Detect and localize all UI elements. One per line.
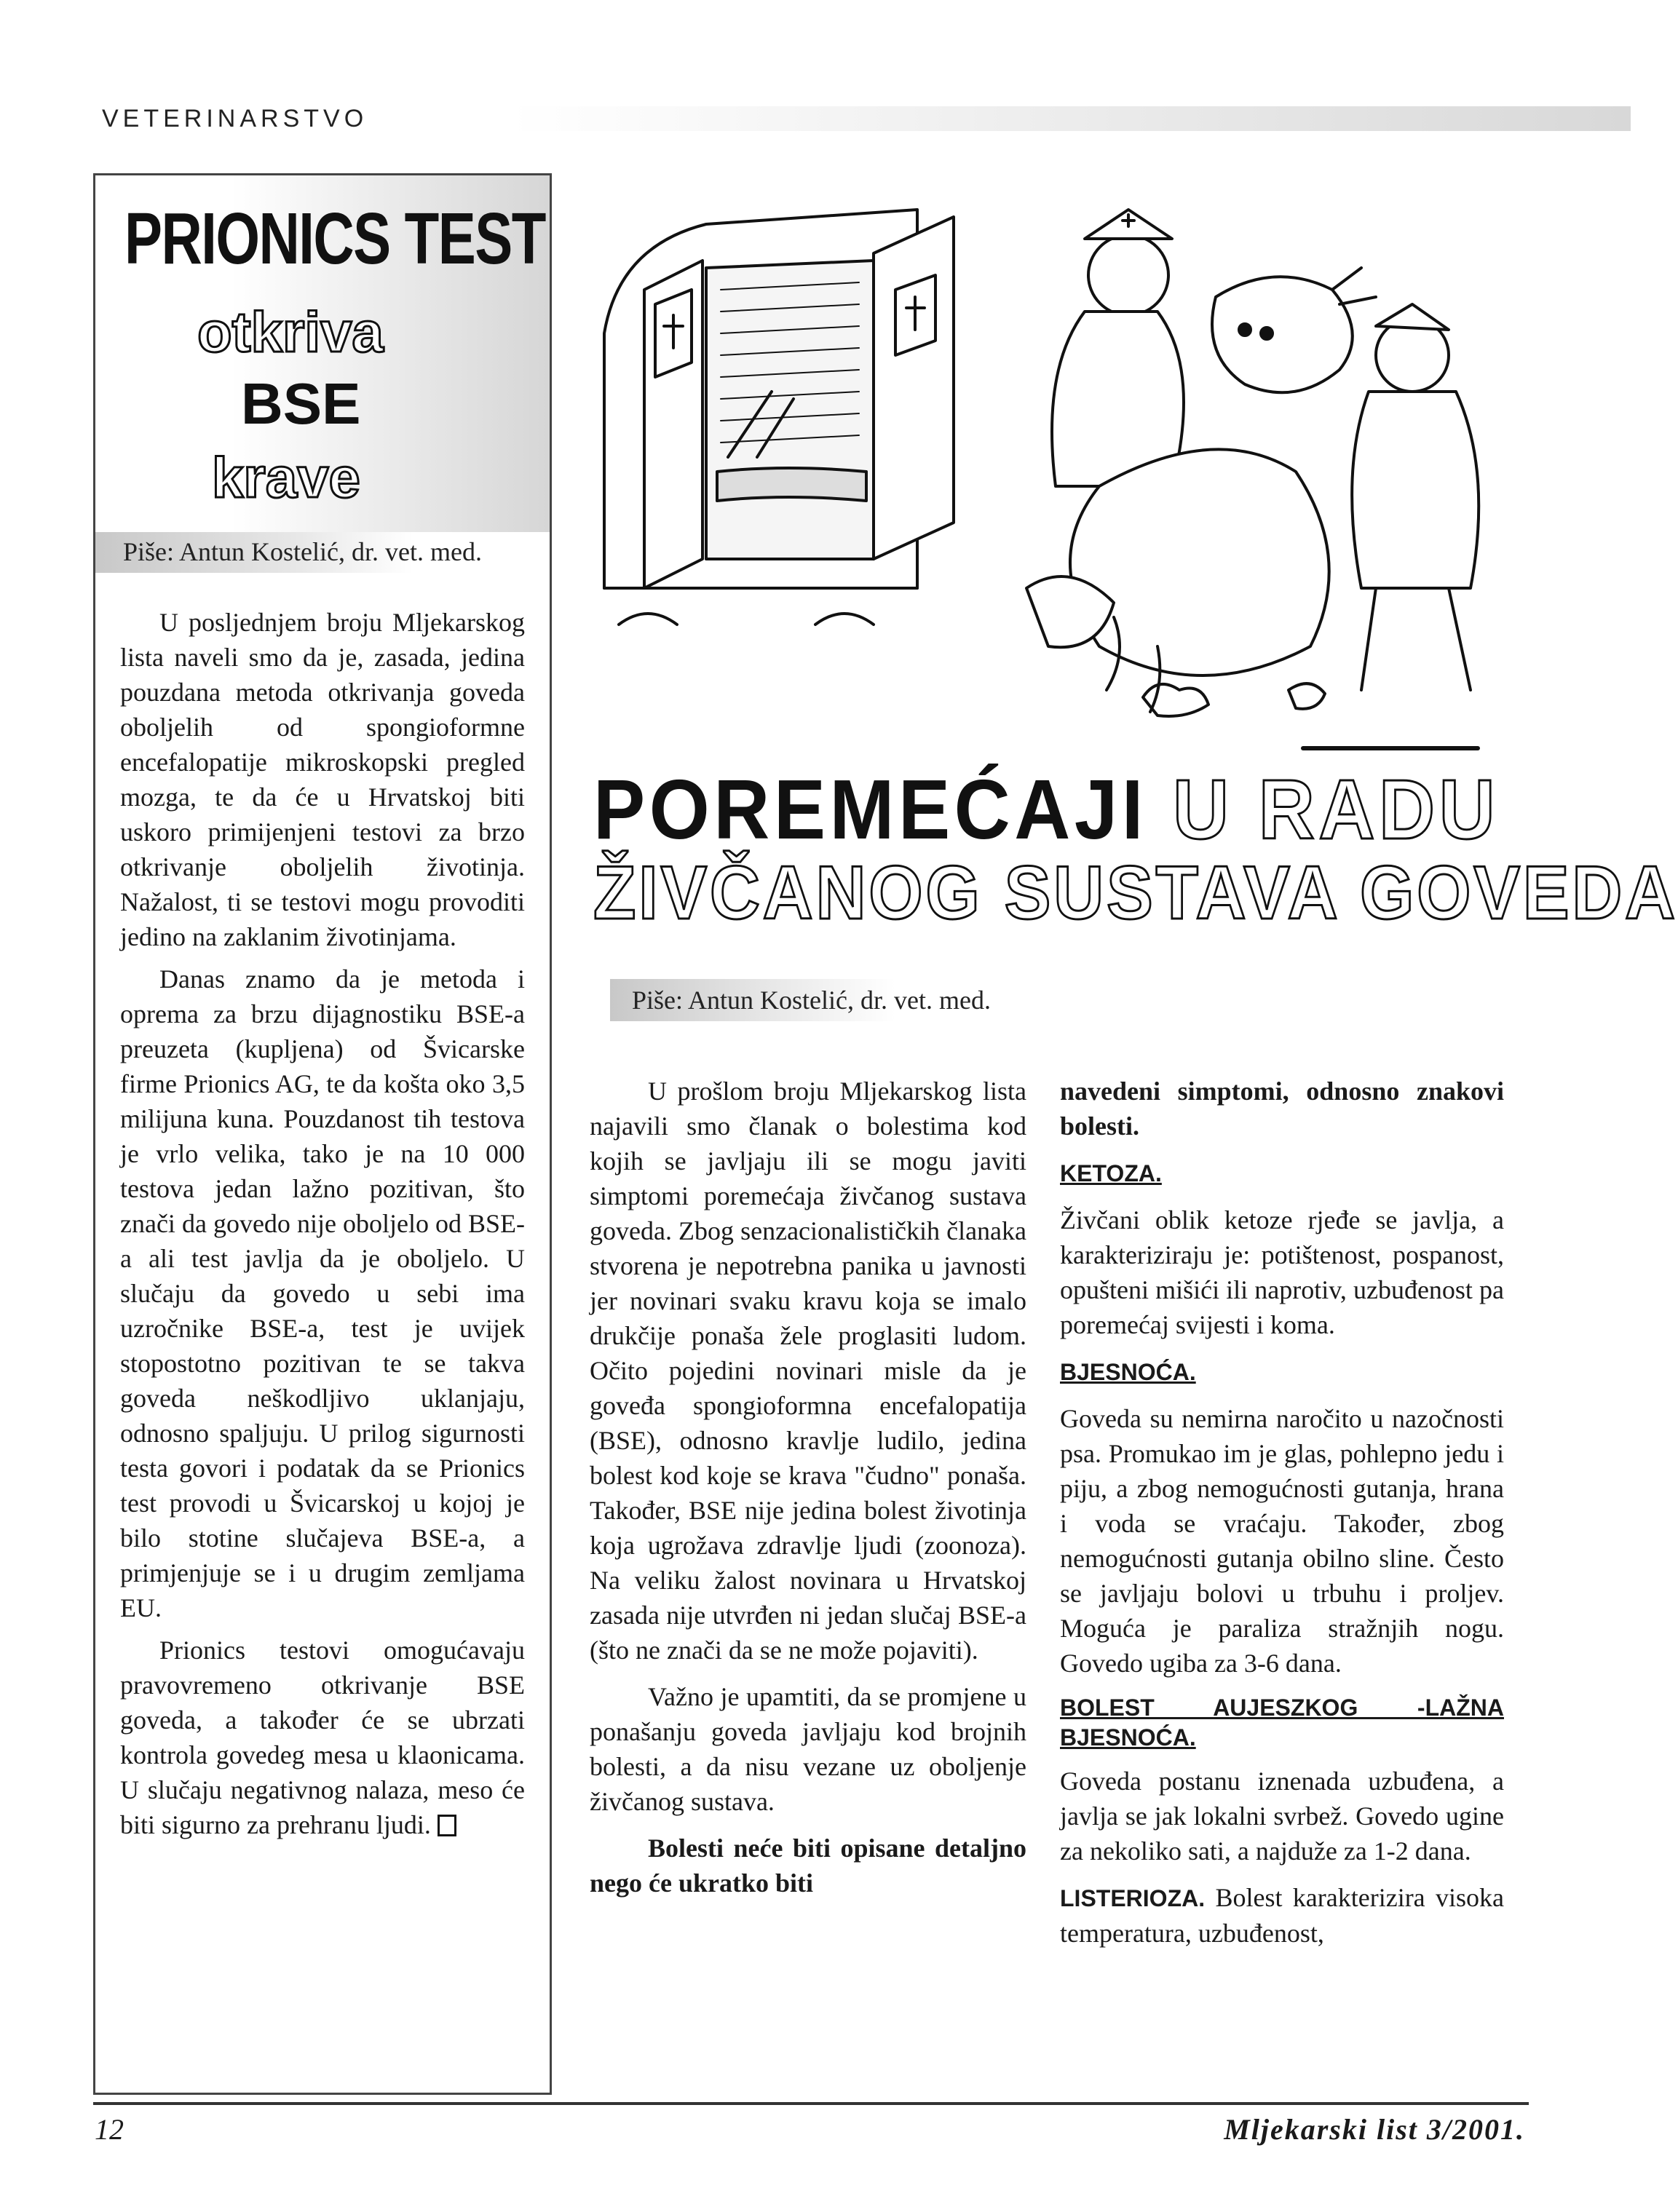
- sidebar-paragraph-text: Prionics testovi omogućavaju pravovremeno otkrivanje BSE goveda, a također će se ubrzati kontrola govedeg mesa u klaonicama. U slučaju negativnog nalaza, meso će biti sigurno za prehranu ljudi.: [120, 1636, 525, 1839]
- page-number: 12: [95, 2113, 124, 2146]
- section-text-aujeszky: Goveda postanu iznenada uzbuđena, a javlja se jak lokalni svrbež. Govedo ugine za nekoliko sati, a najduže za 1-2 dana.: [1060, 1767, 1504, 1866]
- sidebar-box: [93, 173, 552, 2095]
- article-author: Piše: Antun Kostelić, dr. vet. med.: [632, 986, 991, 1015]
- section-heading-ketoza: [1060, 1155, 1504, 1191]
- sidebar-author: Piše: Antun Kostelić, dr. vet. med.: [123, 537, 482, 566]
- article-bold-lead: Bolesti neće biti opisane detaljno nego će ukratko biti: [590, 1834, 1026, 1898]
- article-paragraph: Važno je upamtiti, da se promjene u ponašanju goveda javljaju kod brojnih bolesti, a da nisu vezane uz oboljenje živčanog sustava.: [590, 1682, 1026, 1816]
- cartoon-illustration: [575, 181, 1536, 756]
- header-bar: [510, 106, 1631, 131]
- article-title-part-b: U RADU: [1173, 762, 1500, 857]
- sidebar-paragraph: Danas znamo da je metoda i oprema za brzu dijagnostiku BSE-a preuzeta (kupljena) od Švicarske firme Prionics AG, te da košta oko 3,5 milijuna kuna. Pouzdanost tih testova je vrlo velika, tako je na 10 000 testova jedan lažno pozitivan, što znači da govedo nije oboljelo od BSE-a ali test javlja da je oboljelo. U slučaju da govedo u sebi ima uzročnike BSE-a, test je uvijek stopostotno pozitivan te se takva goveda neškodljivo uklanjaju, odnosno spaljuju. U prilog sigurnosti testa govori i podatak da se Prionics test provodi u Švicarskoj u kojoj je bilo stotine slučajeva BSE-a, a primjenjuje se i u drugim zemljama EU.: [120, 964, 525, 1622]
- sidebar-author-bar: [95, 532, 550, 573]
- section-text-bjesnoca: Goveda su nemirna naročito u nazočnosti psa. Promukao im je glas, pohlepno jedu i piju, a zbog nemogućnosti gutanja, hrana i voda se vraćaju. Također, zbog nemogućnosti gutanja obilno sline. Često se javljaju bolovi u trbuhu i proljev. Moguća je paraliza stražnjih nogu. Govedo ugiba za 3-6 dana.: [1060, 1404, 1504, 1678]
- article-paragraph: U prošlom broju Mljekarskog lista najavili smo članak o bolestima kod kojih se javljaju ili se mogu javiti simptomi poremećaja živčanog sustava goveda. Zbog senzacionalističkih članaka stvorena je nepotrebna panika u javnosti jer novinari svaku kravu koja se imalo drukčije ponaša žele proglasiti ludom. Očito pojedini novinari misle da je goveđa spongioformna encefalopatija (BSE), odnosno kravlje ludilo, jedina bolest kod koje se krava "čudno" ponaša. Također, BSE nije jedina bolest životinja koja ugrožava zdravlje ljudi (zoonoza). Na veliku žalost novinara u Hrvatskoj zasada nije utvrđen ni jedan slučaj BSE-a (što ne znači da se ne može pojaviti).: [590, 1077, 1026, 1665]
- footer-rule: [93, 2102, 1529, 2105]
- section-heading-aujeszky: [1060, 1692, 1504, 1752]
- sidebar-subtitle-3: krave: [212, 445, 360, 510]
- article-bold-continuation: navedeni simptomi, odnosno znakovi bolesti.: [1060, 1077, 1504, 1141]
- article-author-bar: [610, 979, 1018, 1021]
- article-column-middle: [590, 1074, 1026, 1912]
- sidebar-subtitle-1: otkriva: [197, 300, 384, 364]
- sidebar-title: PRIONICS TEST: [124, 198, 545, 280]
- sidebar-paragraph: [120, 1633, 525, 1842]
- section-heading-bjesnoca: [1060, 1354, 1504, 1390]
- section-heading-listerioza: LISTERIOZA.: [1060, 1885, 1206, 1911]
- article-title-line-1: [593, 761, 1499, 858]
- publication-title: Mljekarski list 3/2001.: [1224, 2113, 1525, 2146]
- article-column-right: [1060, 1074, 1504, 1962]
- section-header: [102, 102, 1529, 135]
- section-label: VETERINARSTVO: [102, 105, 368, 132]
- section-listerioza: [1060, 1880, 1504, 1951]
- section-heading-text: KETOZA.: [1060, 1160, 1162, 1186]
- sidebar-subtitle-2: BSE: [241, 371, 361, 436]
- section-text-listerioza: Bolest karakterizira visoka temperatura, uzbuđenost,: [1060, 1883, 1504, 1948]
- article-title-part-a: POREMEĆAJI: [593, 762, 1147, 857]
- sidebar-body: [120, 605, 525, 1850]
- article-title-line-2: ŽIVČANOG SUSTAVA GOVEDA: [593, 851, 1678, 935]
- section-heading-text: BJESNOĆA.: [1060, 1359, 1196, 1385]
- sidebar-head: [95, 175, 550, 554]
- section-heading-text: BOLEST AUJESZKOG -LAŽNA BJESNOĆA.: [1060, 1694, 1504, 1751]
- end-mark-icon: [438, 1815, 456, 1836]
- sidebar-paragraph: U posljednjem broju Mljekarskog lista naveli smo da je, zasada, jedina pouzdana metoda otkrivanja goveda oboljelih od spongioformne encefalopatije mikroskopski pregled mozga, te da će u Hrvatskoj biti uskoro primijenjeni testovi za brzo otkrivanje oboljelih životinja. Nažalost, ti se testovi mogu provoditi jedino na zaklanim životinjama.: [120, 608, 525, 951]
- section-text-ketoza: Živčani oblik ketoze rjeđe se javlja, a karakteriziraju je: potištenost, pospanost, opušteni mišići ili naprotiv, uzbuđenost pa poremećaj svijesti i koma.: [1060, 1205, 1504, 1339]
